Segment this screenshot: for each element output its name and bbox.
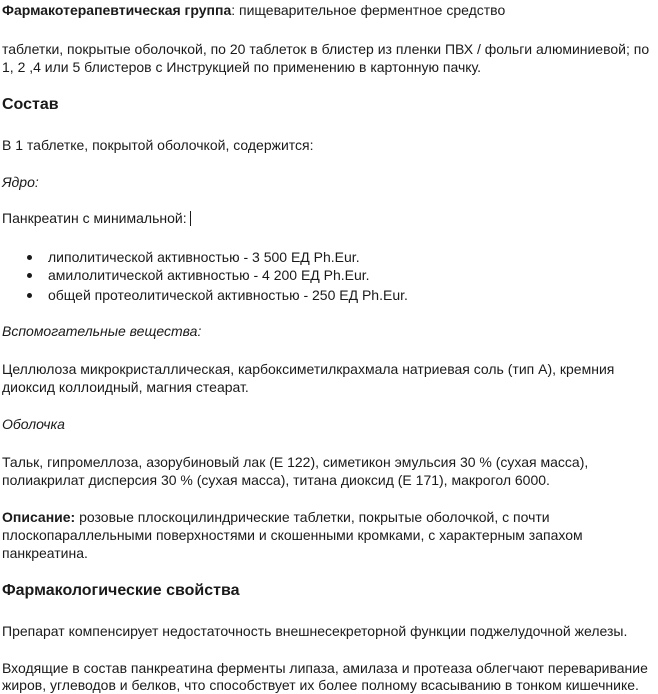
bullet-dot-icon — [27, 293, 32, 298]
activity-text: липолитической активностью - 3 500 ЕД Ph.Eur. — [48, 249, 360, 265]
packaging-line-1: таблетки, покрытые оболочкой, по 20 таблеток в блистер из пленки ПВХ / фольги алюминиевой; по — [2, 41, 650, 57]
description-line-2: плоскопараллельными поверхностями и скошенными кромками, с характерным запахом — [2, 527, 583, 543]
description-line-3: панкреатина. — [2, 545, 88, 561]
text-cursor — [190, 211, 191, 226]
coating-line-2: полиакрилат дисперсия 30 % (сухая масса), титана диоксид (Е 171), макрогол 6000. — [2, 472, 550, 488]
excipients-line-2: диоксид коллоидный, магния стеарат. — [2, 379, 249, 395]
bullet-dot-icon — [27, 273, 32, 278]
pharmacology-para-2-line-2: жиров, углеводов и белков, что способствует их более полному всасыванию в тонком кишечнике. — [2, 677, 639, 693]
excipients-label: Вспомогательные вещества: — [2, 323, 202, 339]
pharmacology-para-2-line-1: Входящие в состав панкреатина ферменты липаза, амилаза и протеаза облегчают переваривание — [2, 660, 648, 676]
description-line-1 — [2, 508, 550, 526]
coating-line-1: Тальк, гипромеллоза, азорубиновый лак (Е 122), симетикон эмульсия 30 % (сухая масса), — [2, 454, 589, 470]
pharm-group-value: : пищеварительное ферментное средство — [231, 2, 506, 18]
bullet-dot-icon — [27, 255, 32, 260]
composition-heading: Состав — [2, 96, 59, 113]
activity-text: амилолитической активностью - 4 200 ЕД Ph.Eur. — [48, 267, 370, 283]
pharmacology-para-1: Препарат компенсирует недостаточность внешнесекреторной функции поджелудочной железы. — [2, 623, 628, 639]
coating-label: Оболочка — [2, 416, 65, 432]
pancreatin-text: Панкреатин с минимальной: — [2, 210, 187, 226]
pharm-group-label: Фармакотерапевтическая группа — [2, 2, 232, 18]
activity-text: общей протеолитической активностью - 250 ЕД Ph.Eur. — [48, 287, 408, 303]
excipients-line-1: Целлюлоза микрокристаллическая, карбоксиметилкрахмала натриевая соль (тип А), кремния — [2, 361, 615, 377]
packaging-line-2: 1, 2 ,4 или 5 блистеров с Инструкцией по применению в картонную пачку. — [2, 59, 482, 75]
description-label: Описание: — [2, 509, 76, 525]
pancreatin-line — [2, 209, 191, 227]
pharmacology-heading: Фармакологические свойства — [2, 582, 240, 599]
core-label: Ядро: — [2, 174, 39, 190]
composition-intro: В 1 таблетке, покрытой оболочкой, содержится: — [2, 137, 314, 153]
description-text: розовые плоскоцилиндрические таблетки, покрытые оболочкой, с почти — [75, 509, 550, 525]
pharm-group-line — [2, 1, 505, 19]
